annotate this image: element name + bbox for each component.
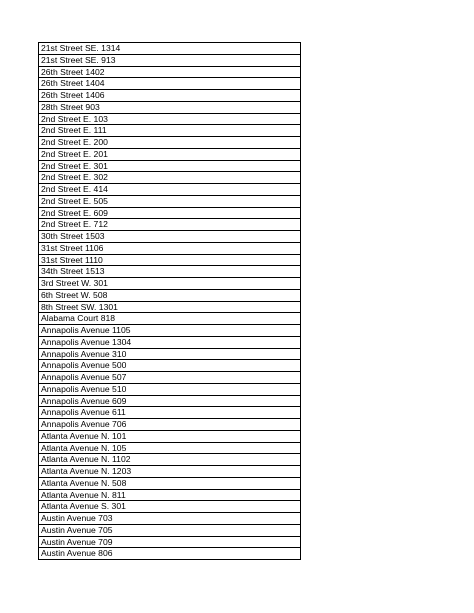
table-row [39,395,301,407]
table-row [39,489,301,501]
table-row [39,54,301,66]
address-cell: Annapolis Avenue 310 [39,348,301,360]
table-row [39,266,301,278]
address-cell: 2nd Street E. 201 [39,148,301,160]
address-cell: Atlanta Avenue N. 1102 [39,454,301,466]
table-row [39,184,301,196]
table-row [39,66,301,78]
table-row [39,419,301,431]
address-cell: Alabama Court 818 [39,313,301,325]
table-row [39,348,301,360]
table-row [39,160,301,172]
table-row [39,219,301,231]
table-row [39,301,301,313]
table-row [39,231,301,243]
address-cell: Atlanta Avenue S. 301 [39,501,301,513]
address-cell: 2nd Street E. 505 [39,195,301,207]
address-cell: Annapolis Avenue 1304 [39,336,301,348]
address-cell: 34th Street 1513 [39,266,301,278]
address-cell: Atlanta Avenue N. 508 [39,477,301,489]
table-row [39,254,301,266]
table-row [39,336,301,348]
table-row [39,43,301,55]
address-cell: 31st Street 1110 [39,254,301,266]
address-cell: 2nd Street E. 200 [39,137,301,149]
address-cell: 28th Street 903 [39,101,301,113]
address-cell: 26th Street 1402 [39,66,301,78]
address-cell: Austin Avenue 705 [39,524,301,536]
address-cell: Austin Avenue 703 [39,513,301,525]
address-cell: Atlanta Avenue N. 1203 [39,466,301,478]
table-row [39,501,301,513]
address-cell: Annapolis Avenue 706 [39,419,301,431]
address-cell: 31st Street 1106 [39,242,301,254]
address-cell: Atlanta Avenue N. 105 [39,442,301,454]
table-row [39,90,301,102]
table-row [39,454,301,466]
address-cell: 21st Street SE. 913 [39,54,301,66]
table-row [39,442,301,454]
table-row [39,289,301,301]
address-cell: Annapolis Avenue 507 [39,372,301,384]
table-row [39,195,301,207]
address-cell: 2nd Street E. 111 [39,125,301,137]
address-cell: Annapolis Avenue 1105 [39,325,301,337]
table-row [39,101,301,113]
table-row [39,513,301,525]
table-row [39,548,301,560]
table-row [39,125,301,137]
address-cell: 2nd Street E. 414 [39,184,301,196]
address-cell: 3rd Street W. 301 [39,278,301,290]
address-cell: Atlanta Avenue N. 811 [39,489,301,501]
address-cell: Austin Avenue 709 [39,536,301,548]
address-cell: 2nd Street E. 301 [39,160,301,172]
table-row [39,137,301,149]
address-cell: 30th Street 1503 [39,231,301,243]
table-row [39,360,301,372]
table-row [39,325,301,337]
address-cell: 21st Street SE. 1314 [39,43,301,55]
address-cell: 2nd Street E. 712 [39,219,301,231]
address-cell: 26th Street 1406 [39,90,301,102]
table-row [39,313,301,325]
table-row [39,407,301,419]
address-cell: 2nd Street E. 302 [39,172,301,184]
table-row [39,383,301,395]
table-row [39,278,301,290]
table-row [39,524,301,536]
address-cell: 6th Street W. 508 [39,289,301,301]
table-row [39,477,301,489]
address-cell: 2nd Street E. 609 [39,207,301,219]
table-row [39,430,301,442]
address-cell: Annapolis Avenue 609 [39,395,301,407]
table-row [39,207,301,219]
address-cell: Annapolis Avenue 611 [39,407,301,419]
table-row [39,242,301,254]
table-row [39,148,301,160]
address-cell: Annapolis Avenue 510 [39,383,301,395]
address-cell: 26th Street 1404 [39,78,301,90]
table-row [39,466,301,478]
table-row [39,172,301,184]
address-table [38,42,301,560]
table-row [39,536,301,548]
address-cell: Austin Avenue 806 [39,548,301,560]
address-cell: 8th Street SW. 1301 [39,301,301,313]
address-cell: Annapolis Avenue 500 [39,360,301,372]
address-cell: 2nd Street E. 103 [39,113,301,125]
table-row [39,113,301,125]
address-table-body [39,43,301,560]
table-row [39,372,301,384]
address-cell: Atlanta Avenue N. 101 [39,430,301,442]
table-row [39,78,301,90]
